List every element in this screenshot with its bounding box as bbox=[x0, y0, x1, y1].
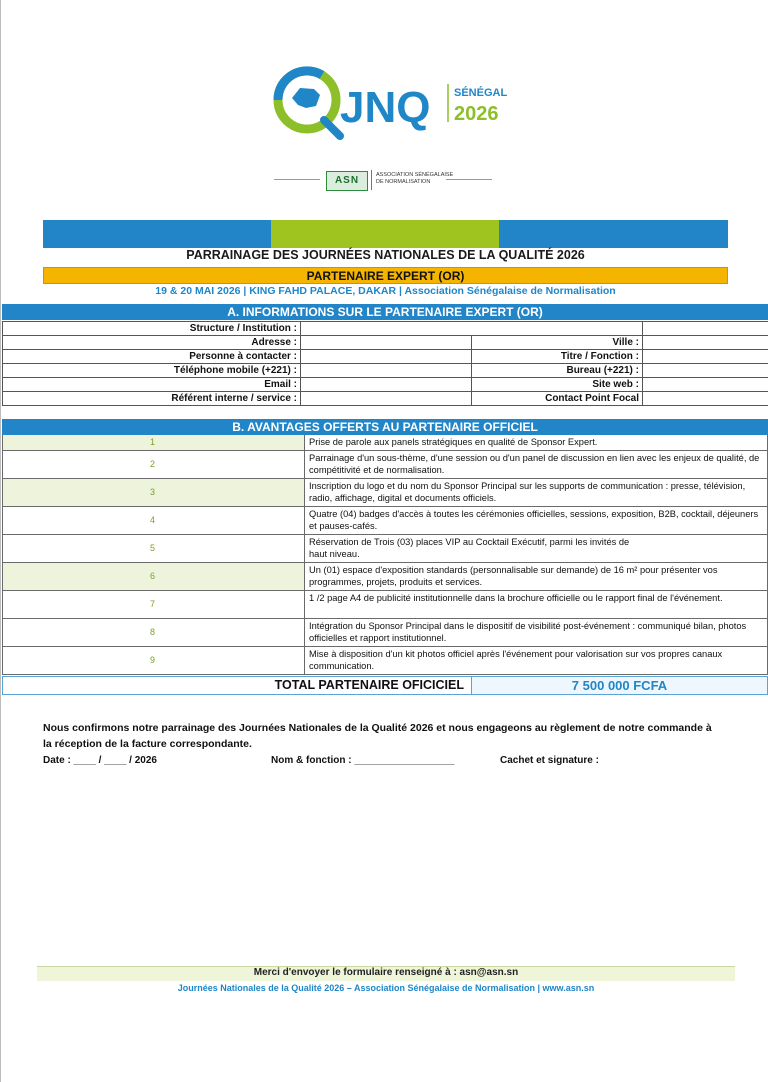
advantage-number: 6 bbox=[149, 571, 155, 581]
advantage-row bbox=[2, 647, 768, 675]
advantage-row bbox=[2, 479, 768, 507]
advantage-number: 2 bbox=[149, 459, 155, 469]
logo-year: 2026 bbox=[454, 103, 499, 125]
advantage-text: Inscription du logo et du nom du Sponsor Principal sur les supports de communication : presse, télévision, radio, affichage, digital et documents officiels. bbox=[309, 481, 746, 503]
event-dateline: 19 & 20 MAI 2026 | KING FAHD PALACE, DAKAR | Association Sénégalaise de Normalisation bbox=[155, 285, 616, 297]
confirmation-text: Nous confirmons notre parrainage des Journées Nationales de la Qualité 2026 et nous engageons au règlement de notre commande à la réception de la facture correspondante. bbox=[43, 722, 712, 750]
field-telephone[interactable] bbox=[301, 364, 472, 378]
field-titre[interactable] bbox=[643, 350, 768, 364]
logo-q-mark bbox=[278, 71, 340, 136]
advantage-text: Mise à disposition d'un kit photos officiel après l'événement pour valorisation sur vos propres canaux communication. bbox=[309, 649, 723, 671]
label-site: Site web : bbox=[472, 378, 643, 392]
field-bureau[interactable] bbox=[643, 364, 768, 378]
advantage-number: 5 bbox=[149, 543, 155, 553]
total-row bbox=[2, 676, 768, 695]
date-field[interactable]: Date : ____ / ____ / 2026 bbox=[43, 755, 157, 766]
senegal-map-icon bbox=[292, 88, 320, 108]
header-bar-blue-left bbox=[43, 220, 271, 248]
section-b-header: B. AVANTAGES OFFERTS AU PARTENAIRE OFFICIEL bbox=[2, 419, 768, 435]
footer-email-line: Merci d'envoyer le formulaire renseigné à : asn@asn.sn bbox=[253, 967, 519, 978]
label-titre: Titre / Fonction : bbox=[472, 350, 643, 364]
field-site[interactable] bbox=[643, 378, 768, 392]
advantage-text: Réservation de Trois (03) places VIP au Cocktail Exécutif, parmi les invités de haut niveau. bbox=[309, 537, 630, 559]
field-personne[interactable] bbox=[301, 350, 472, 364]
logo-country: SÉNÉGAL bbox=[454, 87, 508, 99]
field-email[interactable] bbox=[301, 378, 472, 392]
field-focal[interactable] bbox=[643, 392, 768, 406]
document-title: PARRAINAGE DES JOURNÉES NATIONALES DE LA QUALITÉ 2026 bbox=[186, 248, 585, 262]
asn-logo bbox=[270, 168, 500, 192]
label-email: Email : bbox=[3, 378, 301, 392]
advantage-number: 7 bbox=[149, 599, 155, 609]
asn-badge: ASN bbox=[326, 171, 368, 191]
footer-org-line: Journées Nationales de la Qualité 2026 – Association Sénégalaise de Normalisation | www.asn.sn bbox=[177, 983, 595, 993]
advantage-text: Un (01) espace d'exposition standards (personnalisable sur demande) de 16 m² pour présenter vos programmes, projets, produits et services. bbox=[309, 565, 718, 587]
field-referent[interactable] bbox=[301, 392, 472, 406]
advantage-row bbox=[2, 591, 768, 619]
page-left-border bbox=[0, 0, 1, 1082]
advantage-number: 4 bbox=[149, 515, 155, 525]
total-label: TOTAL PARTENAIRE OFICICIEL bbox=[274, 678, 464, 692]
label-telephone: Téléphone mobile (+221) : bbox=[3, 364, 301, 378]
tier-banner: PARTENAIRE EXPERT (OR) bbox=[43, 267, 728, 284]
field-structure-extra[interactable] bbox=[643, 322, 768, 336]
header-bar-green bbox=[271, 220, 499, 248]
partner-info-table bbox=[2, 321, 768, 406]
field-structure[interactable] bbox=[301, 322, 643, 336]
asn-name: ASSOCIATION SÉNÉGALAISE DE NORMALISATION bbox=[376, 172, 454, 185]
name-function-field[interactable]: Nom & fonction : __________________ bbox=[271, 755, 455, 766]
advantage-text: Intégration du Sponsor Principal dans le dispositif de visibilité post-événement : communiqué bilan, photos officielles et rapport institutionnel. bbox=[309, 621, 747, 643]
field-ville[interactable] bbox=[643, 336, 768, 350]
stamp-signature-field[interactable]: Cachet et signature : bbox=[500, 755, 599, 766]
advantage-row bbox=[2, 507, 768, 535]
advantage-number: 9 bbox=[149, 655, 155, 665]
section-a-header: A. INFORMATIONS SUR LE PARTENAIRE EXPERT (OR) bbox=[2, 304, 768, 320]
advantage-text: Parrainage d'un sous-thème, d'une session ou d'un panel de discussion en lien avec les enjeux de qualité, de compétitivité et de normalisation. bbox=[309, 453, 760, 475]
label-adresse: Adresse : bbox=[3, 336, 301, 350]
advantage-text: 1 /2 page A4 de publicité institutionnelle dans la brochure officielle ou le rapport final de l'événement. bbox=[309, 593, 723, 603]
advantage-number: 1 bbox=[149, 437, 155, 447]
advantage-number: 8 bbox=[149, 627, 155, 637]
advantages-list bbox=[2, 435, 768, 675]
label-focal: Contact Point Focal bbox=[472, 392, 643, 406]
logo-jnq-text: JNQ bbox=[340, 83, 431, 132]
label-personne: Personne à contacter : bbox=[3, 350, 301, 364]
advantage-row bbox=[2, 619, 768, 647]
advantage-row bbox=[2, 535, 768, 563]
advantage-text: Prise de parole aux panels stratégiques en qualité de Sponsor Expert. bbox=[309, 437, 598, 447]
label-bureau: Bureau (+221) : bbox=[472, 364, 643, 378]
advantage-number: 3 bbox=[149, 487, 155, 497]
advantage-row bbox=[2, 451, 768, 479]
total-value: 7 500 000 FCFA bbox=[471, 677, 767, 694]
advantage-text: Quatre (04) badges d'accès à toutes les cérémonies officielles, sessions, exposition, B2B, cocktail, déjeuners et pauses-cafés. bbox=[309, 509, 759, 531]
label-ville: Ville : bbox=[472, 336, 643, 350]
jnq-logo bbox=[262, 62, 512, 142]
field-adresse[interactable] bbox=[301, 336, 472, 350]
header-bar-blue-right bbox=[499, 220, 728, 248]
advantage-row bbox=[2, 435, 768, 451]
label-structure: Structure / Institution : bbox=[3, 322, 301, 336]
label-referent: Référent interne / service : bbox=[3, 392, 301, 406]
advantage-row bbox=[2, 563, 768, 591]
